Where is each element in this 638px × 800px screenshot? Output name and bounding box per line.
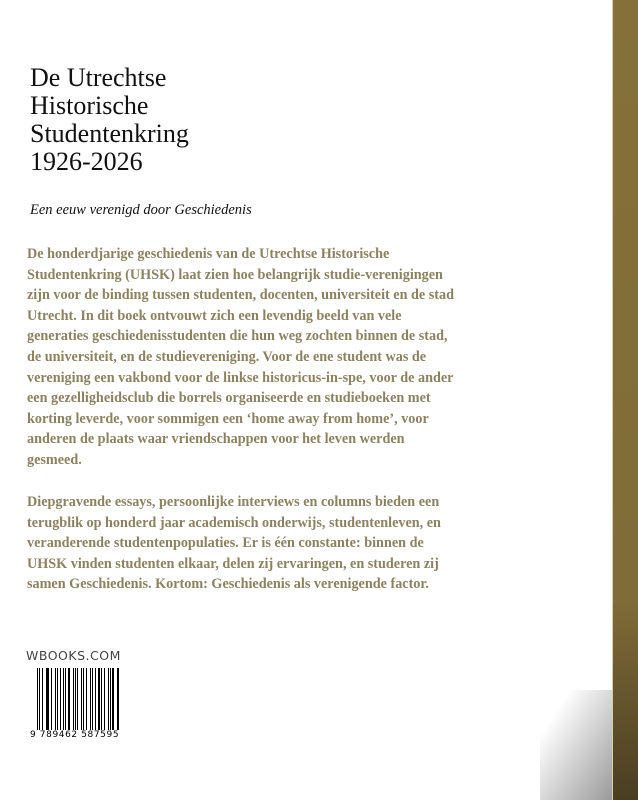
barcode-bar	[92, 668, 93, 730]
barcode-bar	[47, 668, 49, 730]
barcode-bar	[75, 668, 76, 730]
barcode-bar	[118, 668, 119, 730]
barcode-bar	[51, 668, 52, 730]
barcode-bar	[98, 668, 100, 730]
barcode-bar	[46, 668, 47, 730]
book-title	[30, 64, 189, 176]
barcode-bar	[37, 668, 38, 730]
barcode-bar	[60, 668, 61, 730]
barcode-bar	[95, 668, 96, 730]
barcode-bar	[77, 668, 78, 730]
barcode-bar	[57, 668, 58, 730]
barcode-bar	[81, 668, 82, 730]
barcode-bar	[90, 668, 91, 730]
barcode-bar	[55, 668, 56, 730]
barcode-bar	[108, 668, 109, 730]
title-line: Studentenkring	[30, 119, 189, 148]
barcode	[37, 668, 121, 730]
barcode-bar	[39, 668, 40, 730]
title-line: Historische	[30, 91, 149, 120]
title-line: De Utrechtse	[30, 63, 167, 92]
barcode-bar	[63, 668, 64, 730]
barcode-bar	[86, 668, 87, 730]
blurb-paragraph-1: De honderdjarige geschiedenis van de Utrechtse Historische Studentenkring (UHSK) laat zien hoe belangrijk studie-verenigingen zijn voor de binding tussen studenten, docenten, universiteit en de stad Utrecht. In dit boek ontvouwt zich een levendig beeld van vele generaties geschiedenisstudenten die hun weg zochten binnen de stad, de universiteit, en de studievereniging. Voor de ene student was de vereniging een vakbond voor de linkse historicus-in-spe, voor de ander een gezelligheidsclub die borrels organiseerde en studieboeken met korting leverde, voor sommigen een ‘home away from home’, voor anderen de plaats waar vriendschappen voor het leven werden gesmeed.	[27, 246, 454, 468]
corner-shadow	[540, 690, 612, 800]
title-years: 1926-2026	[30, 147, 143, 176]
isbn-number: 9 789462 587595	[30, 730, 120, 740]
barcode-bar	[83, 668, 84, 730]
publisher-url: WBOOKS.COM	[26, 648, 121, 663]
book-subtitle: Een eeuw verenigd door Geschiedenis	[30, 202, 252, 218]
barcode-bar	[104, 668, 105, 730]
barcode-bar	[110, 668, 111, 730]
blurb-paragraph-2: Diepgravende essays, persoonlijke interviews en columns bieden een terugblik op honderd jaar academisch onderwijs, studentenleven, en veranderende studentenpopulaties. Er is één constante: binnen de UHSK vinden studenten elkaar, delen zij ervaringen, en studeren zij samen Geschiedenis. Kortom: Geschiedenis als verenigende factor.	[27, 494, 441, 593]
barcode-bar	[117, 668, 118, 730]
barcode-bar	[101, 668, 102, 730]
spine-stripe	[612, 0, 638, 800]
barcode-bar	[42, 668, 43, 730]
barcode-bar	[68, 668, 70, 730]
barcode-bar	[65, 668, 66, 730]
barcode-bar	[112, 668, 113, 730]
barcode-bar	[73, 668, 74, 730]
